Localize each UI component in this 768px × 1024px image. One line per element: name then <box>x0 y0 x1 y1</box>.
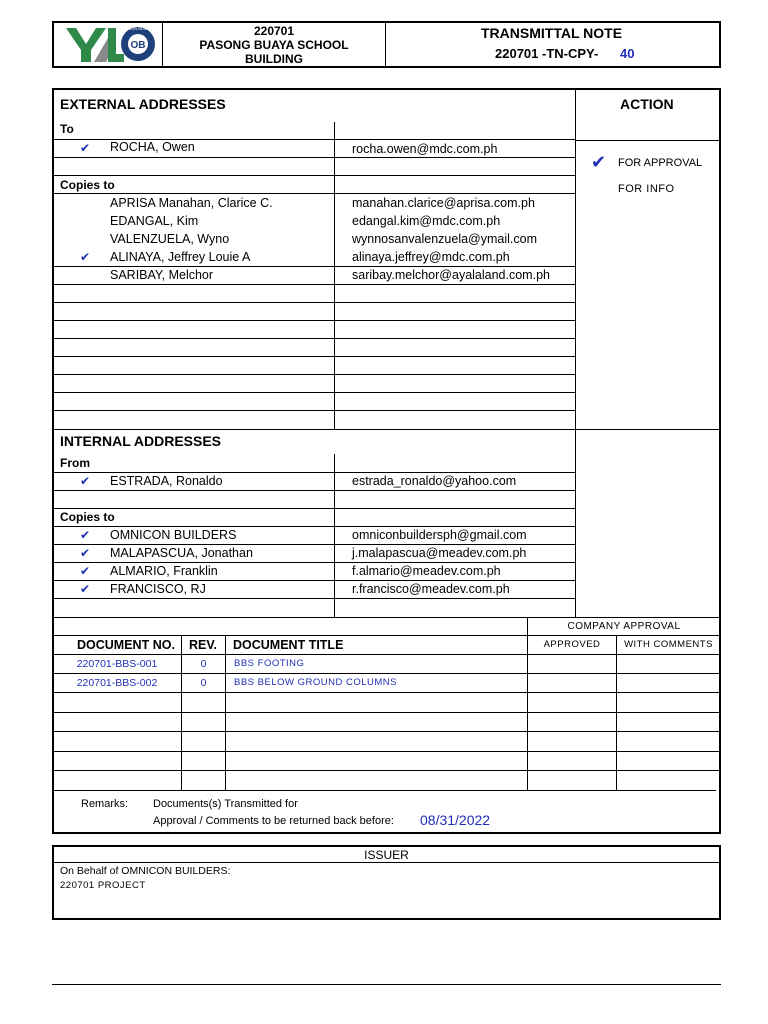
divider <box>53 320 575 321</box>
int-copy-email: j.malapascua@meadev.com.ph <box>352 546 527 560</box>
divider <box>53 374 575 375</box>
ext-copy-name: EDANGAL, Kim <box>110 214 199 228</box>
divider <box>53 157 575 158</box>
ext-copy-email: wynnosanvalenzuela@ymail.com <box>352 232 537 246</box>
ext-copy-name: ALINAYA, Jeffrey Louie A <box>110 250 251 264</box>
ext-copy-check-icon: ✔ <box>80 250 91 264</box>
int-copy-check-icon: ✔ <box>80 546 91 560</box>
divider <box>575 89 576 617</box>
divider <box>53 284 575 285</box>
from-name: ESTRADA, Ronaldo <box>110 474 223 488</box>
ext-copy-email: manahan.clarice@aprisa.com.ph <box>352 196 535 210</box>
issuer-line1: On Behalf of OMNICON BUILDERS: <box>60 865 231 877</box>
col-title: DOCUMENT TITLE <box>233 638 344 652</box>
divider <box>53 490 575 491</box>
divider <box>334 122 335 429</box>
divider <box>53 508 575 509</box>
divider <box>53 862 720 863</box>
divider <box>53 673 720 674</box>
to-check-icon: ✔ <box>80 141 91 155</box>
divider <box>53 410 575 411</box>
for-info-label: FOR INFO <box>618 183 675 195</box>
int-copy-name: OMNICON BUILDERS <box>110 528 237 542</box>
internal-copies-label: Copies to <box>60 510 115 524</box>
int-copy-check-icon: ✔ <box>80 528 91 542</box>
action-title: ACTION <box>620 96 674 112</box>
ref-number: 40 <box>620 46 635 61</box>
to-email: rocha.owen@mdc.com.ph <box>352 142 498 156</box>
int-copy-name: ALMARIO, Franklin <box>110 564 218 578</box>
int-copy-check-icon: ✔ <box>80 564 91 578</box>
divider <box>575 140 720 141</box>
divider <box>53 731 720 732</box>
divider <box>53 692 720 693</box>
issuer-title: ISSUER <box>364 848 409 862</box>
external-copies-label: Copies to <box>60 178 115 192</box>
int-copy-check-icon: ✔ <box>80 582 91 596</box>
divider <box>53 751 720 752</box>
doc-row-rev: 0 <box>200 677 207 689</box>
return-date: 08/31/2022 <box>420 812 491 828</box>
logo-text: OMNICON BUILDERS <box>117 26 158 31</box>
divider <box>53 562 575 563</box>
doc-title: TRANSMITTAL NOTE <box>481 25 623 41</box>
divider <box>53 544 575 545</box>
int-copy-name: MALAPASCUA, Jonathan <box>110 546 253 560</box>
divider <box>53 770 720 771</box>
col-rev: REV. <box>189 638 218 652</box>
col-with-comments: WITH COMMENTS <box>624 639 713 650</box>
remarks-line2: Approval / Comments to be returned back before: <box>153 815 394 827</box>
ext-copy-name: SARIBAY, Melchor <box>110 268 214 282</box>
divider <box>334 454 335 617</box>
divider <box>53 338 575 339</box>
project-name-line2: BUILDING <box>245 52 303 66</box>
doc-row-title: BBS BELOW GROUND COLUMNS <box>234 677 397 688</box>
ext-copy-name: APRISA Manahan, Clarice C. <box>110 196 273 210</box>
col-doc-no: DOCUMENT NO. <box>77 638 175 652</box>
divider <box>53 617 720 618</box>
company-logo <box>64 24 158 66</box>
remarks-label: Remarks: <box>81 798 129 810</box>
int-copy-email: omniconbuildersph@gmail.com <box>352 528 527 542</box>
divider <box>53 392 575 393</box>
company-approval-label: COMPANY APPROVAL <box>567 621 681 632</box>
divider <box>53 193 575 194</box>
doc-row-no: 220701-BBS-002 <box>76 677 158 689</box>
divider <box>53 598 575 599</box>
divider <box>53 429 575 430</box>
divider <box>53 175 575 176</box>
from-email: estrada_ronaldo@yahoo.com <box>352 474 517 488</box>
divider <box>53 654 720 655</box>
col-approved: APPROVED <box>543 639 601 650</box>
divider <box>53 712 720 713</box>
divider <box>53 580 575 581</box>
divider <box>53 302 575 303</box>
remarks-line1: Documents(s) Transmitted for <box>153 798 298 810</box>
divider <box>53 266 575 267</box>
int-copy-name: FRANCISCO, RJ <box>110 582 206 596</box>
logo-initials: OB <box>130 40 146 51</box>
project-name-line1: PASONG BUAYA SCHOOL <box>199 38 349 52</box>
doc-row-no: 220701-BBS-001 <box>76 658 158 670</box>
from-label: From <box>60 456 90 470</box>
ref-prefix: 220701 -TN-CPY- <box>495 46 599 61</box>
divider <box>53 356 575 357</box>
doc-row-rev: 0 <box>200 658 207 670</box>
ext-copy-email: edangal.kim@mdc.com.ph <box>352 214 501 228</box>
divider <box>53 472 575 473</box>
doc-row-title: BBS FOOTING <box>234 658 305 669</box>
divider <box>53 790 716 791</box>
divider <box>385 22 386 67</box>
internal-title: INTERNAL ADDRESSES <box>60 433 222 449</box>
footer-rule <box>52 984 721 985</box>
ext-copy-email: alinaya.jeffrey@mdc.com.ph <box>352 250 510 264</box>
int-copy-email: f.almario@meadev.com.ph <box>352 564 501 578</box>
divider <box>53 635 720 636</box>
issuer-line2: 220701 PROJECT <box>60 880 146 891</box>
to-name: ROCHA, Owen <box>110 140 195 154</box>
external-title: EXTERNAL ADDRESSES <box>60 96 226 112</box>
ext-copy-name: VALENZUELA, Wyno <box>110 232 230 246</box>
divider <box>53 526 575 527</box>
from-check-icon: ✔ <box>80 474 91 488</box>
int-copy-email: r.francisco@meadev.com.ph <box>352 582 510 596</box>
approval-check-icon: ✔ <box>591 152 607 172</box>
for-approval-label: FOR APPROVAL <box>618 157 703 169</box>
ext-copy-email: saribay.melchor@ayalaland.com.ph <box>352 268 550 282</box>
to-label: To <box>60 122 74 136</box>
divider <box>575 429 720 430</box>
project-code: 220701 <box>253 24 295 38</box>
